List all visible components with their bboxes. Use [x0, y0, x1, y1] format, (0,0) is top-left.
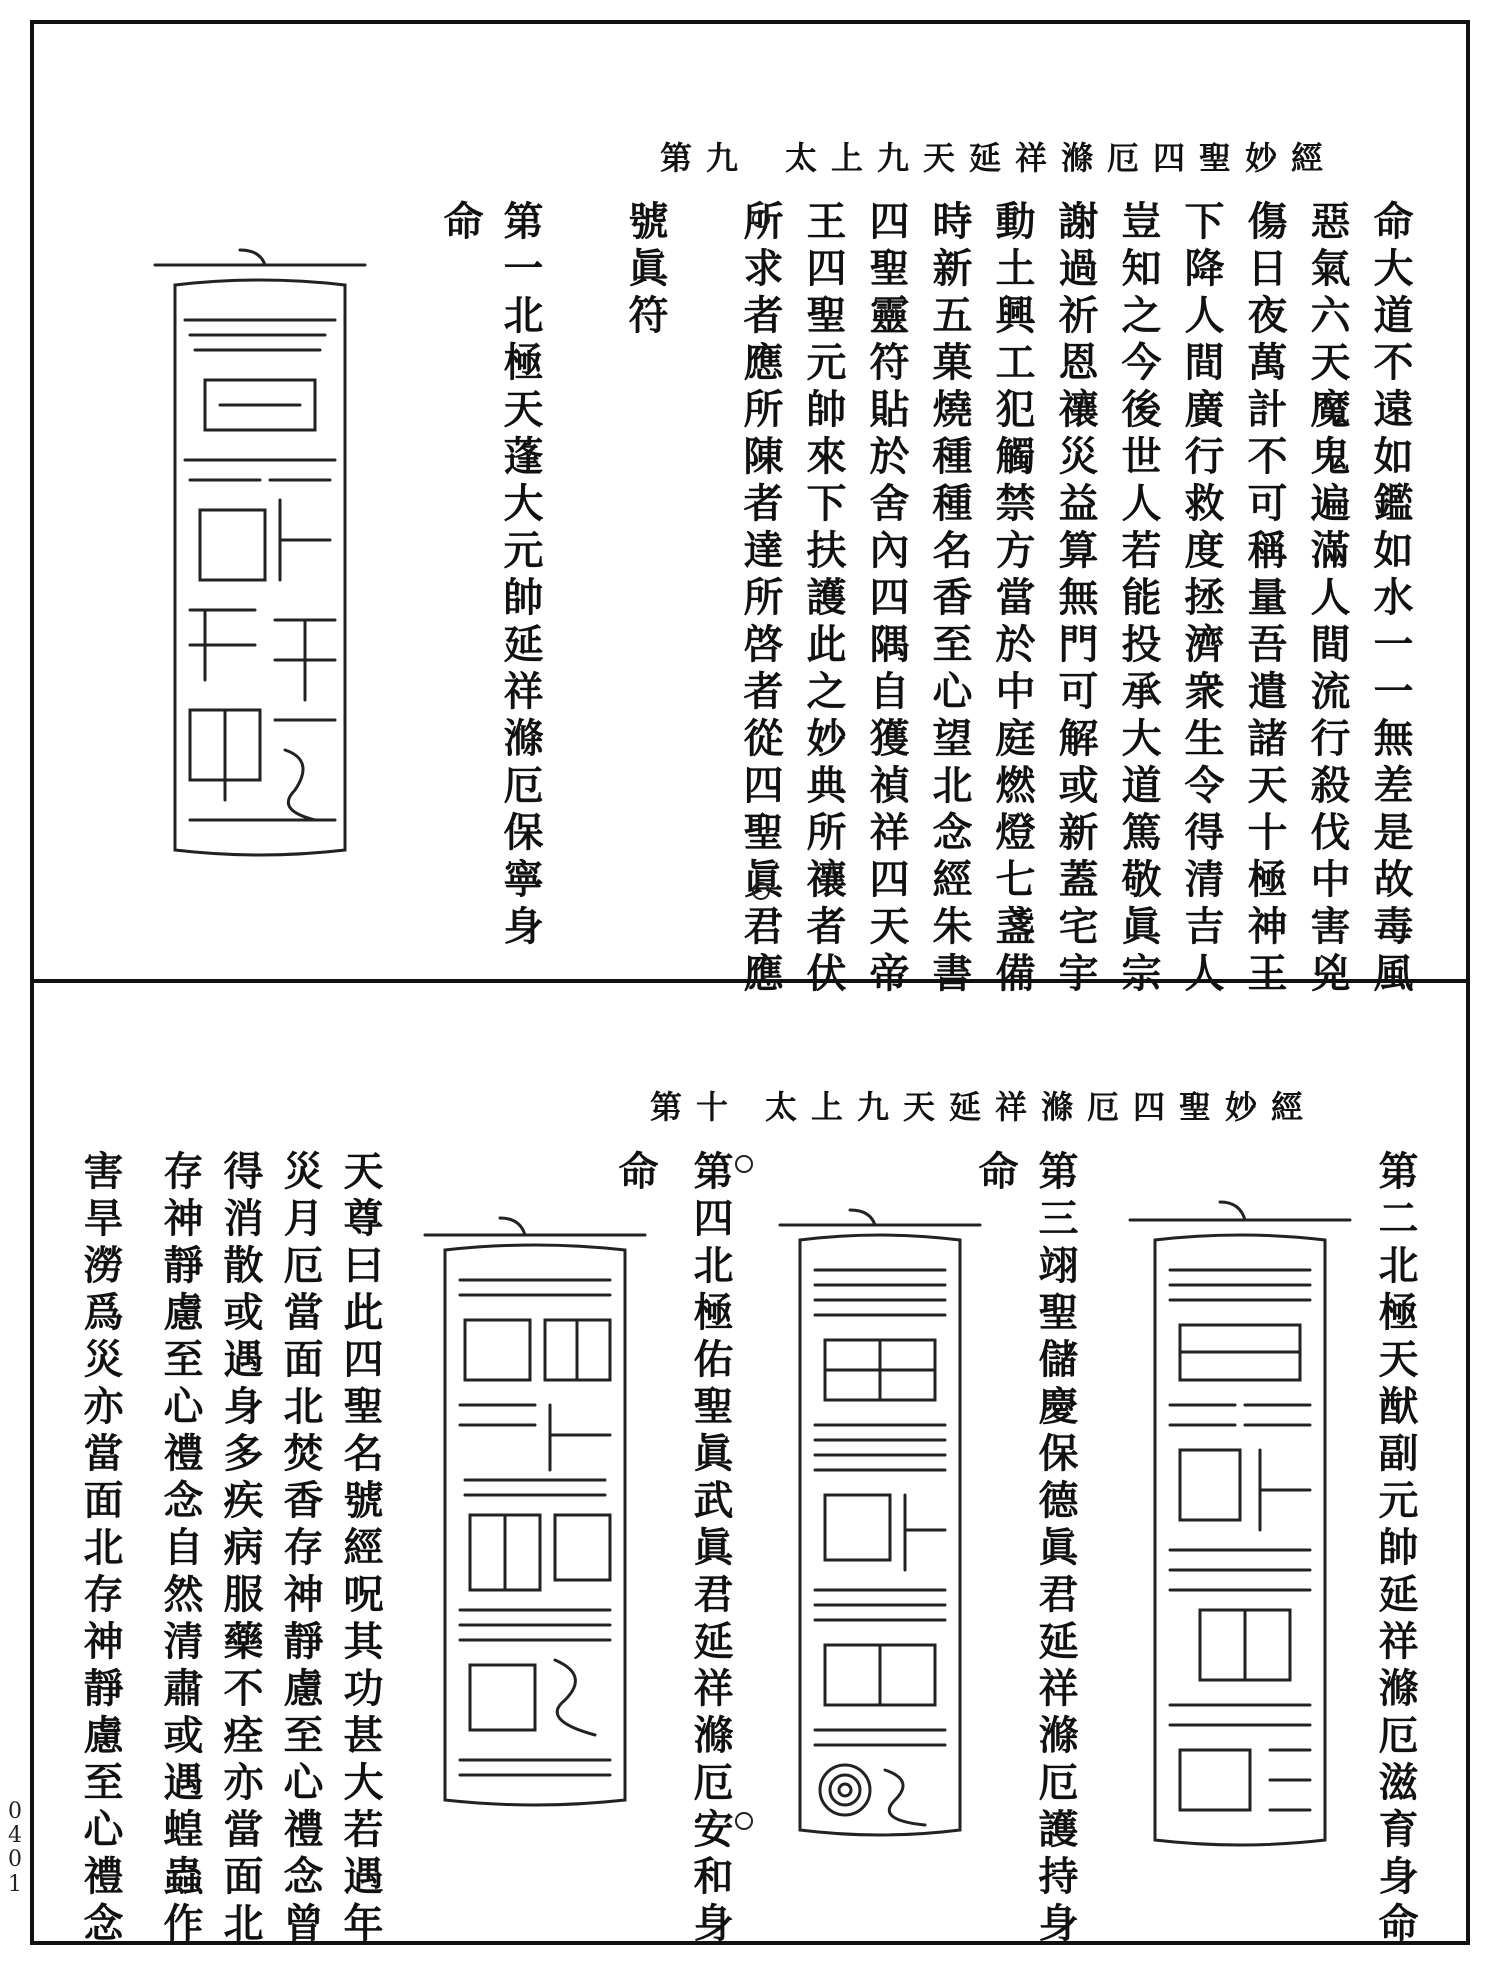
bottom-text-line-5: 害旱澇爲災亦當面北存神靜慮至心禮念 — [77, 1150, 124, 1949]
talisman-caption-3: 第三翊聖儲慶保德眞君延祥滌厄護持身 — [1032, 1150, 1079, 1949]
top-text-line-5: 豈知之今後世人若能投承大道篤敬眞宗 — [1115, 200, 1162, 999]
talisman-caption-1: 第一北極天蓬大元帥延祥滌厄保寧身 — [497, 200, 544, 952]
top-text-line-2: 惡氣六天魔鬼遍滿人間流行殺伐中害兇 — [1304, 200, 1351, 999]
talisman-caption-1-end: 命 — [437, 200, 484, 247]
talisman-caption-2: 第二北極天猷副元帥延祥滌厄滋育身命 — [1372, 1150, 1419, 1949]
top-text-line-6: 謝過祈恩禳災益算無門可解或新蓋宅宇 — [1052, 200, 1099, 999]
talisman-seal-1 — [145, 240, 375, 880]
annotation-circle — [735, 1155, 753, 1173]
top-text-line-8: 時新五菓燒種種名香至心望北念經朱書 — [926, 200, 973, 999]
bottom-text-line-1: 天尊曰此四聖名號經呪其功甚大若遇年 — [337, 1150, 384, 1949]
top-page-number: 第九 — [660, 139, 753, 177]
talisman-seal-3 — [770, 1200, 990, 1860]
bottom-header-title: 太上九天延祥滌厄四聖妙經 — [765, 1088, 1318, 1126]
talisman-caption-4: 第四北極佑聖眞武眞君延祥滌厄安和身 — [687, 1150, 734, 1949]
annotation-circle — [735, 1812, 753, 1830]
top-text-line-10: 王四聖元帥來下扶護此之妙典所禳者伏 — [800, 200, 847, 999]
annotation-circle — [752, 882, 770, 900]
top-text-line-7: 動土興工犯觸禁方當於中庭燃燈七盞備 — [989, 200, 1036, 999]
talisman-seal-4 — [415, 1210, 655, 1830]
top-text-line-1: 命大道不遠如鑑如水一一無差是故毒風 — [1367, 200, 1414, 999]
top-text-line-3: 傷日夜萬計不可稱量吾遣諸天十極神王 — [1241, 200, 1288, 999]
top-header-title: 太上九天延祥滌厄四聖妙經 — [785, 139, 1338, 177]
bottom-page-number: 第十 — [650, 1088, 743, 1126]
top-text-line-9: 四聖靈符貼於舍內四隅自獲禎祥四天帝 — [863, 200, 910, 999]
annotation-circle — [752, 210, 770, 228]
top-text-line-11: 所求者應所陳者達所啓者從四聖眞君應 — [737, 200, 784, 999]
talisman-seal-2 — [1120, 1190, 1360, 1870]
talisman-caption-3-end: 命 — [972, 1150, 1019, 1197]
bottom-text-line-3: 得消散或遇身多疾病服藥不痊亦當面北 — [217, 1150, 264, 1949]
bottom-text-line-2: 災月厄當面北焚香存神靜慮至心禮念曾 — [277, 1150, 324, 1949]
talisman-caption-4-end: 命 — [612, 1150, 659, 1197]
edge-page-number: 0 4 0 1 — [8, 1799, 22, 1897]
top-text-line-12: 號眞符 — [622, 200, 669, 341]
bottom-text-line-4: 存神靜慮至心禮念自然清肅或遇蝗蟲作 — [157, 1150, 204, 1949]
top-text-line-4: 下降人間廣行救度拯濟衆生令得清吉人 — [1178, 200, 1225, 999]
